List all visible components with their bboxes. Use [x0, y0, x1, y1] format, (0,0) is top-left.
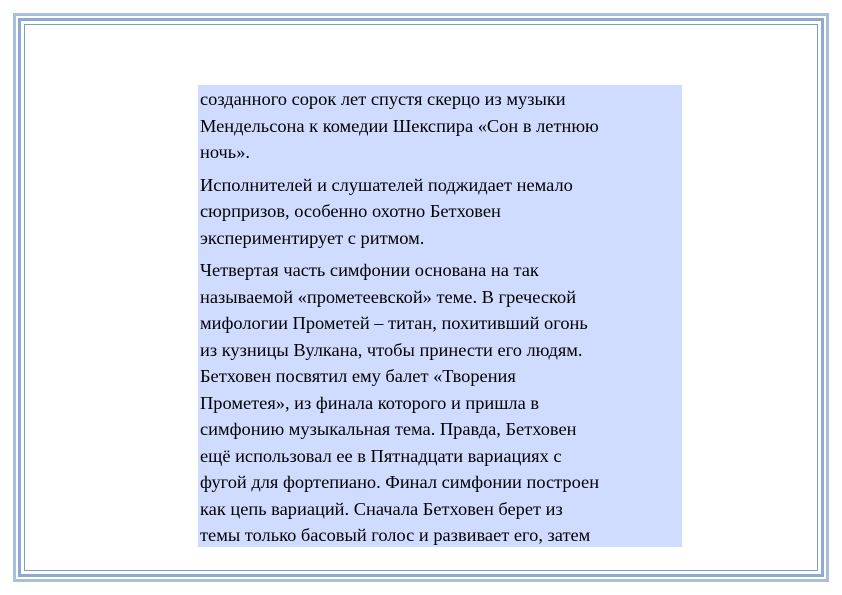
paragraph-mendelssohn: созданного сорок лет спустя скерцо из музыки Мендельсона к комедии Шекспира «Сон в летнюю ночь». — [200, 89, 599, 162]
paragraph-rhythm-surprises: Исполнителей и слушателей поджидает немало сюрпризов, особенно охотно Бетховен экспериментирует с ритмом. — [200, 174, 573, 248]
paragraph-prometheus-theme: Четвертая часть симфонии основана на так называемой «прометеевской» теме. В греческой мифологии Прометей – титан, похитивший огонь из кузницы Вулкана, чтобы принести его людям. Бетховен посвятил ему балет «Творения Прометея», из финала которого и пришла в симфонию музыкальная тема. Правда, Бетховен ещё использовал ее в Пятнадцати вариациях с фугой для фортепиано. Финал симфонии построен как цепь вариаций. Сначала Бетховен берет из темы только басовый голос и развивает его, затем — [200, 260, 600, 545]
slide-text-block — [198, 85, 682, 547]
